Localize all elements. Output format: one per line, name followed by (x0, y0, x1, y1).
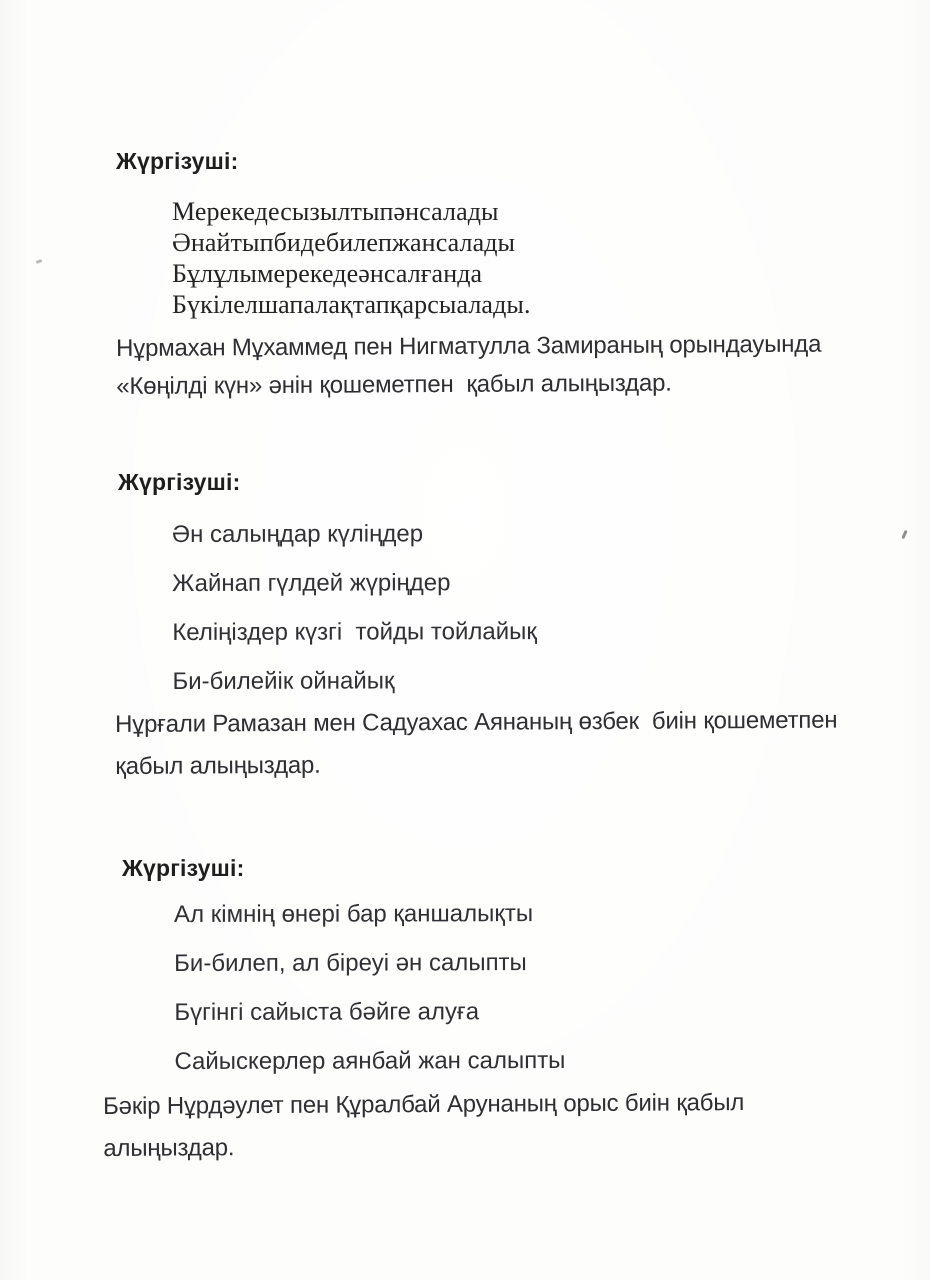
verse-line: Ал кімнің өнері бар қаншалықты (174, 900, 534, 928)
announcement-line: Нұрмахан Мұхаммед пен Нигматулла Замираның орындауында (116, 330, 822, 362)
stanza-line: Бүкілелшапалақтапқарсыалады. (172, 290, 531, 319)
verse-line: Келіңіздер күзгі тойды тойлайық (172, 618, 537, 646)
announcement-line: Нұрғали Рамазан мен Садуахас Аянаның өзбек биін қошеметпен (115, 706, 838, 738)
announcement-line: Бәкір Нұрдәулет пен Құралбай Арунаның орыс биін қабыл (103, 1089, 745, 1120)
announcement-line: алыңыздар. (103, 1134, 235, 1162)
verse-line: Би-билеп, ал біреуі ән салыпты (174, 949, 527, 977)
speaker-heading-3: Жүргізуші: (122, 855, 245, 881)
verse-block-1 (172, 519, 537, 716)
scan-speck (901, 530, 907, 539)
speaker-heading-1: Жүргізуші: (116, 148, 239, 174)
stanza-line: Әнайтыпбидебилепжансалады (172, 228, 516, 257)
verse-block-2 (174, 899, 566, 1096)
stanza-block (172, 196, 531, 320)
verse-line: Сайыскерлер аянбай жан салыпты (174, 1046, 566, 1075)
verse-line: Би-билейік ойнайық (172, 667, 395, 695)
verse-line: Ән салыңдар күліңдер (172, 520, 424, 548)
verse-line: Жайнап гүлдей жүріңдер (172, 569, 451, 597)
announcement-block-2 (115, 706, 838, 794)
verse-line: Бүгінгі сайыста бәйге алуға (174, 998, 480, 1026)
announcement-block-1 (116, 330, 822, 410)
announcement-line: қабыл алыңыздар. (115, 751, 321, 780)
announcement-block-3 (103, 1088, 745, 1176)
stanza-line: Бұлұлымерекедеәнсалғанда (172, 259, 483, 288)
announcement-line: «Көңілді күн» әнін қошеметпен қабыл алыңыздар. (116, 369, 672, 400)
scan-speck (36, 259, 43, 264)
stanza-line: Мерекедесызылтыпәнсалады (172, 197, 499, 226)
speaker-heading-2: Жүргізуші: (118, 469, 241, 495)
